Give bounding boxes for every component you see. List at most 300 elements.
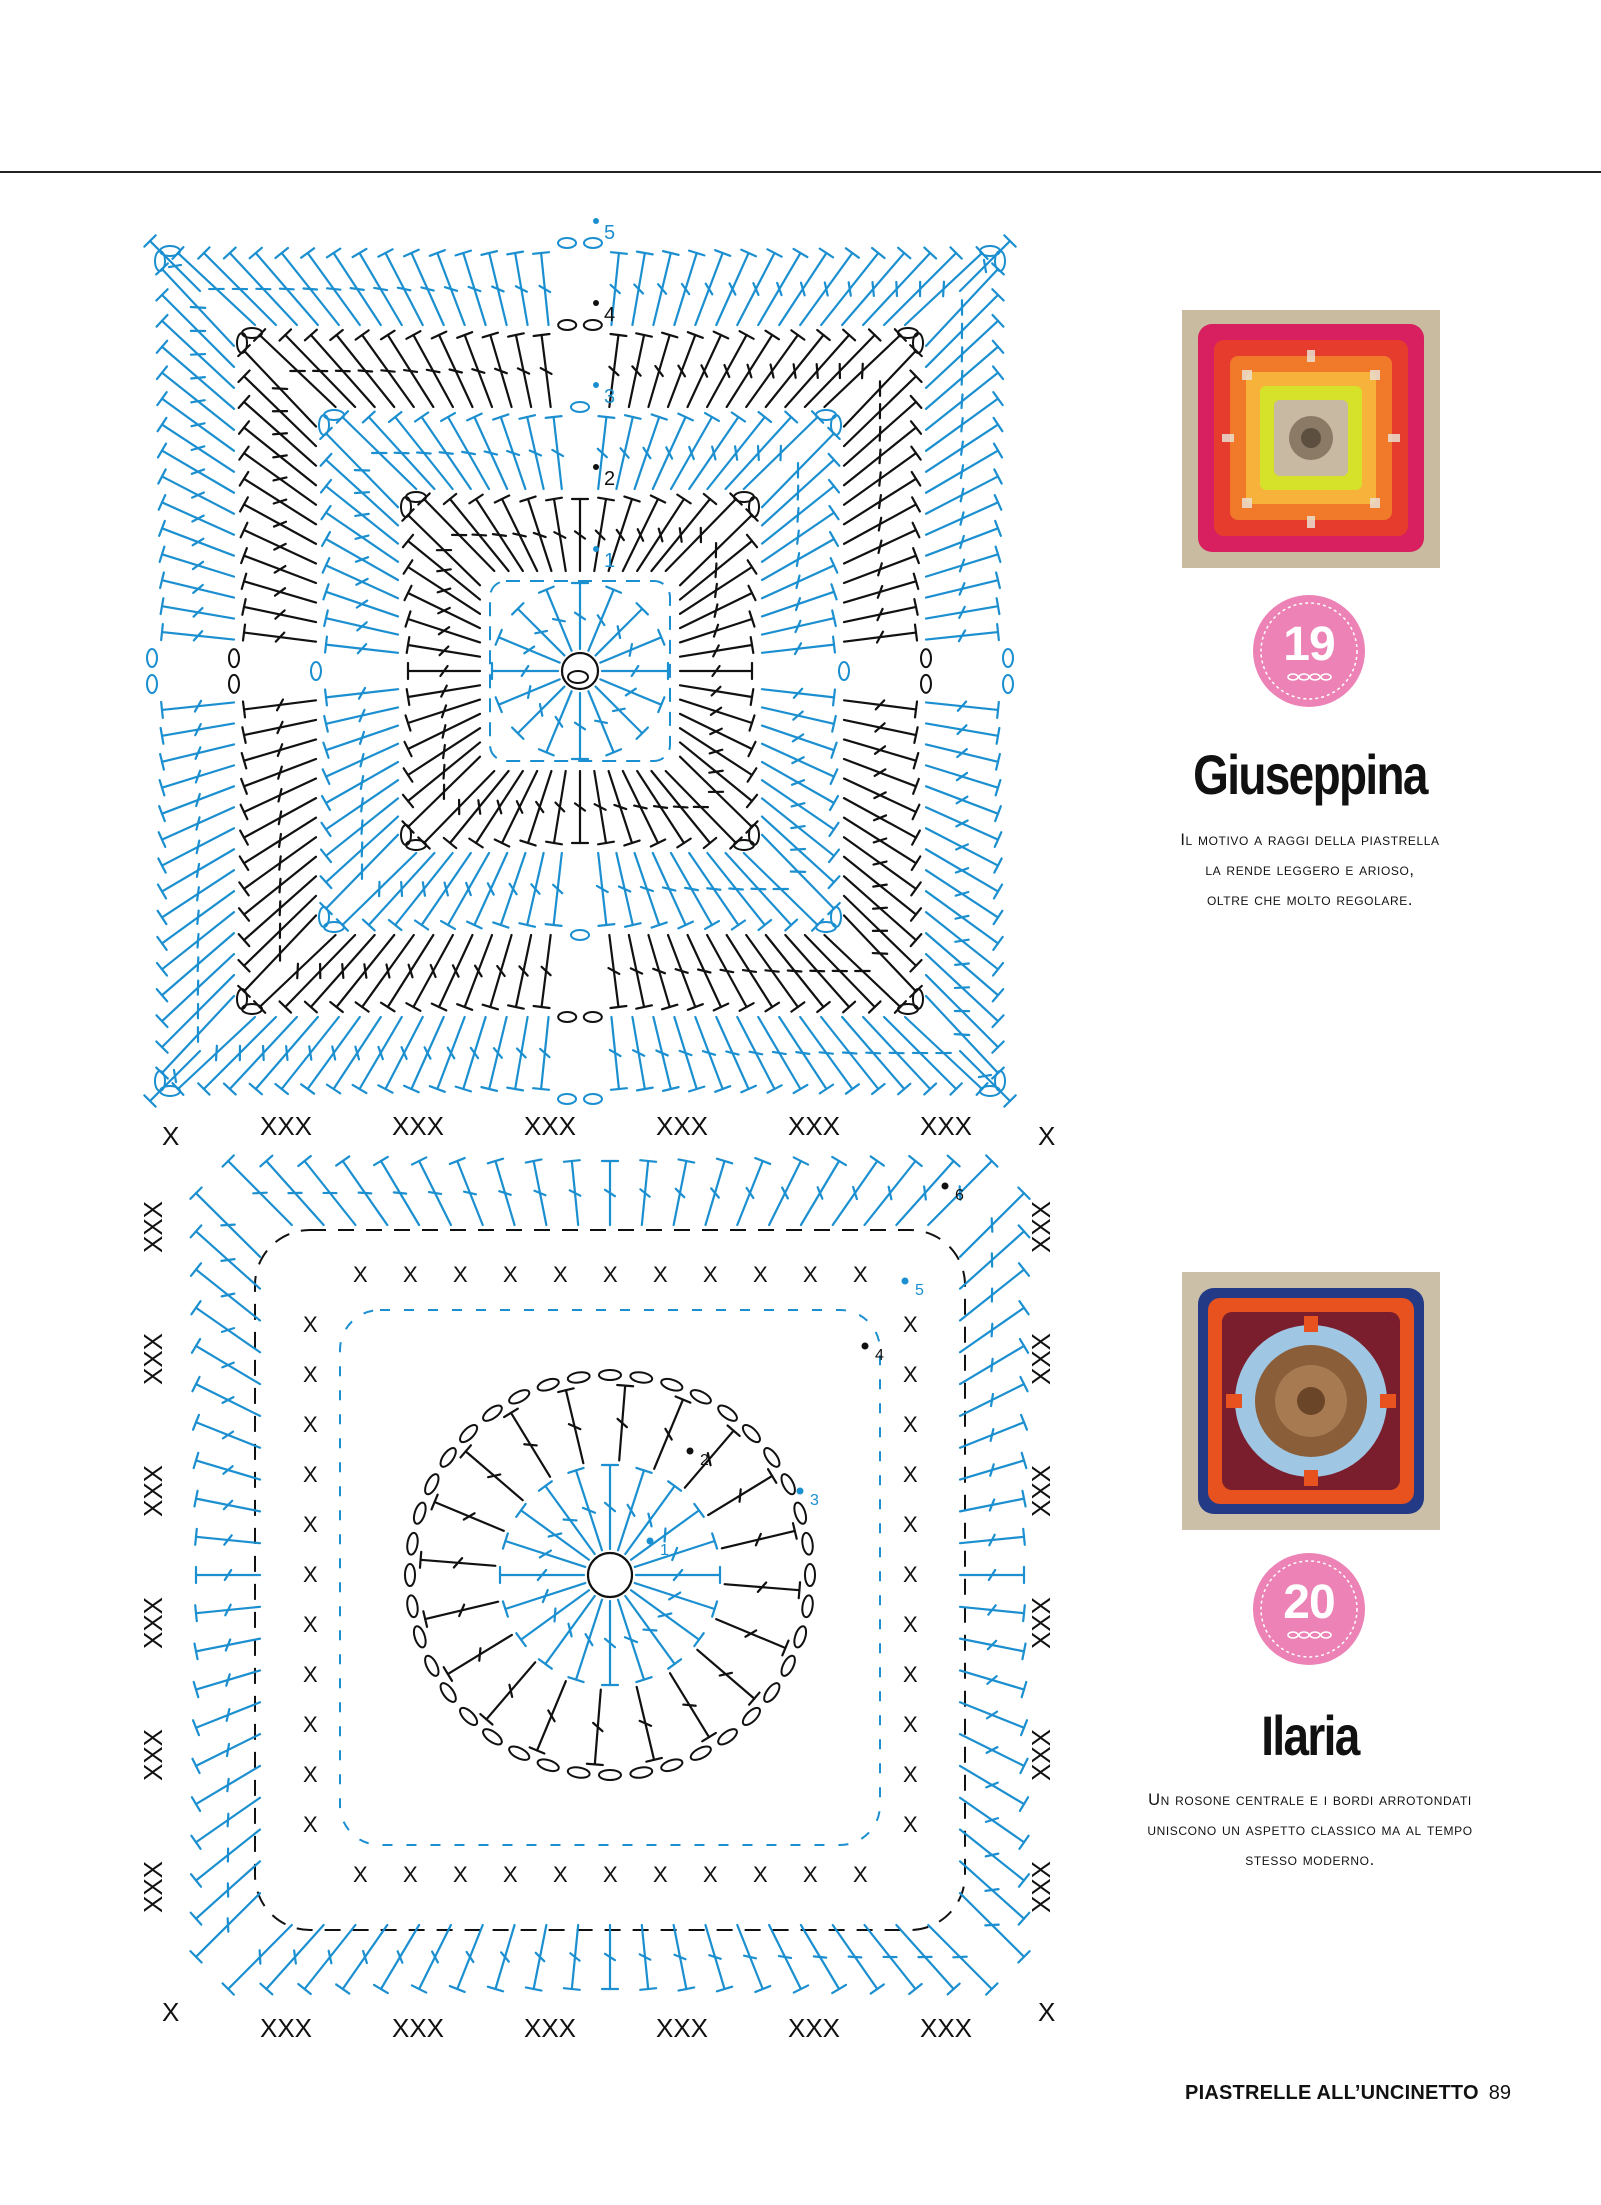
stitch-symbol — [336, 1925, 387, 1994]
round-start-dot — [593, 464, 599, 470]
stitch-symbol — [568, 1468, 602, 1550]
stitch-symbol — [172, 1017, 254, 1095]
stitch-symbol — [722, 1523, 797, 1548]
stitch-symbol — [608, 935, 626, 1008]
stitch-symbol — [378, 249, 422, 325]
stitch-symbol — [844, 759, 919, 794]
tile-photo-art-19 — [1182, 310, 1440, 568]
stitch-symbol — [223, 1155, 292, 1225]
stitch-symbol — [190, 1893, 260, 1962]
stitch-symbol — [960, 1188, 1030, 1257]
round-start-dot — [593, 218, 599, 224]
stitch-symbol — [680, 637, 753, 657]
stitch-symbol — [926, 495, 1001, 535]
stitch-symbol — [926, 572, 1000, 597]
cross-stitch-symbol: X — [603, 1862, 618, 1887]
cross-stitch-symbol: X — [653, 1262, 668, 1287]
stitch-symbol — [762, 637, 835, 654]
cross-stitch-symbol: X — [803, 1262, 818, 1287]
stitch-symbol — [588, 691, 621, 755]
round-start-dot — [593, 546, 599, 552]
chain-symbol — [229, 675, 239, 693]
stitch-symbol — [519, 853, 543, 927]
edge-stitch-group: XXX — [788, 2013, 841, 2043]
chain-symbol — [147, 675, 157, 693]
stitch-symbol — [381, 331, 433, 407]
edge-stitch-group: XXX — [920, 2013, 973, 2043]
stitch-symbol — [926, 418, 1002, 472]
cross-stitch-symbol: X — [603, 1262, 618, 1287]
edge-stitch-group: XXX — [524, 2013, 577, 2043]
row-label: 4 — [604, 304, 616, 326]
chain-symbol — [921, 649, 931, 667]
chain-symbol — [599, 1770, 621, 1780]
stitch-symbol — [597, 853, 614, 926]
edge-stitch-group: XXX — [1026, 1332, 1056, 1385]
stitch-symbol — [190, 1188, 260, 1257]
stitch-symbol — [534, 334, 552, 407]
edge-stitch-group: XXX — [1026, 1200, 1056, 1253]
stitch-symbol — [195, 1529, 260, 1545]
stitch-symbol — [192, 1377, 260, 1416]
stitch-symbol — [844, 915, 922, 996]
cross-stitch-symbol: X — [703, 1862, 718, 1887]
stitch-symbol — [156, 975, 234, 1053]
stitch-symbol — [194, 1491, 260, 1512]
edge-stitch-group: XXX — [1026, 1860, 1056, 1913]
edge-stitch-group: XXX — [138, 1728, 168, 1781]
round-start-dot — [647, 1538, 654, 1545]
cross-stitch-symbol: X — [503, 1862, 518, 1887]
chain-symbol — [584, 238, 602, 248]
chain-symbol — [898, 328, 918, 338]
stitch-symbol — [407, 637, 480, 657]
stitch-symbol — [960, 1377, 1028, 1416]
stitch-symbol — [457, 935, 492, 1010]
stitch-symbol — [844, 345, 922, 426]
row-label: 3 — [604, 386, 616, 408]
row-label: 1 — [660, 1542, 669, 1559]
chain-symbol — [412, 1501, 428, 1525]
stitch-symbol — [609, 771, 640, 845]
cross-stitch-symbol: X — [903, 1812, 918, 1837]
stitch-symbol — [480, 1662, 535, 1724]
stitch-symbol — [467, 414, 507, 489]
chain-symbol — [921, 675, 931, 693]
stitch-symbol — [769, 1157, 808, 1225]
edge-stitch-group: XXX — [260, 1111, 313, 1141]
cross-stitch-symbol: X — [303, 1312, 318, 1337]
chain-symbol — [740, 1705, 763, 1728]
stitch-symbol — [558, 1388, 583, 1463]
stitch-symbol — [323, 744, 398, 784]
stitch-symbol — [406, 935, 452, 1011]
stitch-symbol — [161, 598, 234, 618]
stitch-symbol — [159, 807, 234, 847]
stitch-symbol — [833, 1156, 884, 1225]
stitch-symbol — [191, 1301, 260, 1352]
stitch-symbol — [450, 1158, 483, 1225]
tile-photo-giuseppina — [1182, 310, 1440, 568]
stitch-symbol — [500, 1567, 584, 1583]
stitch-symbol — [406, 331, 452, 407]
chain-symbol — [805, 1564, 815, 1586]
crochet-chart-giuseppina — [150, 222, 1050, 1125]
stitch-symbol — [481, 251, 506, 325]
stitch-symbol — [960, 1225, 1029, 1288]
chain-symbol — [438, 1681, 459, 1705]
stitch-symbol — [241, 548, 316, 583]
cross-stitch-symbol: X — [303, 1762, 318, 1787]
stitch-symbol — [833, 1925, 884, 1994]
stitch-symbol — [824, 329, 905, 407]
round-start-dot — [593, 382, 599, 388]
stitch-symbol — [193, 1702, 260, 1735]
stitch-symbol — [430, 250, 465, 325]
chain-symbol — [422, 1654, 441, 1678]
cross-stitch-symbol: X — [303, 1812, 318, 1837]
chain-symbol — [779, 1472, 798, 1496]
chain-symbol — [816, 922, 836, 932]
stitch-symbol — [758, 249, 807, 325]
corner-stitch: X — [162, 1997, 180, 2027]
stitch-symbol — [762, 428, 840, 507]
stitch-symbol — [503, 1533, 585, 1567]
corner-stitch: X — [162, 1121, 180, 1151]
stitch-symbol — [539, 587, 572, 651]
stitch-symbol — [685, 1425, 740, 1487]
stitch-symbol — [960, 1051, 1016, 1107]
chain-symbol — [558, 1012, 576, 1022]
stitch-symbol — [926, 723, 999, 743]
stitch-symbol — [594, 771, 614, 844]
description-line: Il motivo a raggi della piastrella — [1180, 831, 1440, 849]
edge-stitch-group: XXX — [788, 1111, 841, 1141]
stitch-symbol — [493, 853, 525, 928]
chain-symbol — [571, 930, 589, 940]
chain-symbol — [792, 1501, 808, 1525]
stitch-symbol — [572, 693, 588, 759]
cross-stitch-symbol: X — [553, 1862, 568, 1887]
stitch-symbol — [254, 935, 335, 1013]
pattern-number: 19 — [1283, 618, 1335, 671]
cross-stitch-symbol: X — [903, 1412, 918, 1437]
stitch-symbol — [636, 1567, 720, 1583]
stitch-symbol — [602, 663, 668, 679]
stitch-symbol — [602, 1601, 618, 1685]
cross-stitch-symbol: X — [753, 1262, 768, 1287]
stitch-symbol — [960, 1798, 1029, 1849]
stitch-symbol — [158, 444, 234, 493]
cross-stitch-symbol: X — [403, 1262, 418, 1287]
stitch-symbol — [144, 1051, 200, 1107]
description-line: la rende leggero e arioso, — [1205, 861, 1415, 879]
stitch-symbol — [320, 835, 398, 914]
stitch-symbol — [161, 723, 234, 743]
cross-stitch-symbol: X — [903, 1512, 918, 1537]
stitch-symbol — [488, 1925, 515, 1991]
stitch-symbol — [705, 1925, 732, 1991]
stitch-symbol — [503, 1583, 585, 1617]
stitch-symbol — [587, 1690, 603, 1765]
row-label: 3 — [810, 1492, 819, 1509]
stitch-symbol — [844, 720, 918, 743]
chain-symbol — [584, 1094, 602, 1104]
cross-stitch-symbol: X — [303, 1662, 318, 1687]
row-label: 6 — [955, 1187, 964, 1204]
stitch-symbol — [242, 720, 316, 743]
stitch-symbol — [568, 1600, 602, 1682]
stitch-symbol — [238, 915, 316, 996]
stitch-symbol — [697, 1650, 759, 1705]
stitch-symbol — [707, 935, 753, 1011]
stitch-symbol — [762, 454, 839, 526]
stitch-symbol — [457, 332, 492, 407]
stitch-symbol — [896, 1156, 959, 1225]
cross-stitch-symbol: X — [903, 1462, 918, 1487]
stitch-symbol — [324, 610, 398, 634]
cross-stitch-symbol: X — [853, 1862, 868, 1887]
stitch-symbol — [926, 521, 1001, 556]
edge-stitch-group: XXX — [138, 1332, 168, 1385]
stitch-symbol — [161, 624, 234, 640]
description-line: uniscono un aspetto classico ma al tempo — [1147, 1821, 1473, 1839]
stitch-symbol — [716, 250, 756, 325]
corner-stitch: X — [1038, 1997, 1056, 2027]
stitch-symbol — [671, 853, 719, 929]
chain-symbol — [792, 1625, 808, 1649]
stitch-symbol — [191, 1798, 260, 1849]
stitch-symbol — [674, 1925, 695, 1991]
stitch-symbol — [844, 700, 917, 717]
stitch-symbol — [707, 331, 753, 407]
stitch-symbol — [450, 1925, 483, 1992]
stitch-symbol — [420, 1552, 495, 1568]
stitch-symbol — [572, 499, 588, 571]
chain-symbol — [481, 1403, 505, 1424]
chain-symbol — [689, 1744, 713, 1763]
round-outline — [255, 1230, 965, 1930]
stitch-symbol — [407, 685, 480, 705]
stitch-symbol — [412, 1925, 451, 1993]
cross-stitch-symbol: X — [903, 1362, 918, 1387]
chain-symbol — [507, 1744, 531, 1763]
stitch-symbol — [632, 252, 652, 325]
stitch-symbol — [668, 935, 703, 1010]
stitch-symbol — [600, 679, 664, 712]
stitch-symbol — [896, 1925, 959, 1994]
stitch-symbol — [223, 1925, 292, 1995]
stitch-symbol — [467, 853, 507, 928]
stitch-symbol — [520, 497, 551, 571]
stitch-symbol — [533, 252, 550, 325]
chain-symbol — [536, 1757, 560, 1773]
round-start-dot — [862, 1343, 869, 1350]
round-start-dot — [797, 1488, 804, 1495]
stitch-symbol — [240, 818, 316, 870]
stitch-symbol — [960, 1301, 1029, 1352]
edge-stitch-group: XXX — [1026, 1464, 1056, 1517]
stitch-symbol — [926, 289, 1004, 367]
edge-stitch-group: XXX — [392, 2013, 445, 2043]
stitch-symbol — [653, 414, 693, 489]
center-ring — [588, 1553, 632, 1597]
stitch-symbol — [243, 699, 316, 717]
chain-symbol — [229, 649, 239, 667]
stitch-symbol — [769, 1925, 808, 1993]
stitch-symbol — [844, 798, 920, 844]
chain-symbol — [536, 1377, 560, 1393]
stitch-symbol — [635, 853, 667, 928]
cross-stitch-symbol: X — [303, 1362, 318, 1387]
edge-stitch-group: XXX — [392, 1111, 445, 1141]
chain-symbol — [481, 1726, 505, 1747]
cross-stitch-symbol: X — [553, 1262, 568, 1287]
stitch-symbol — [242, 599, 316, 622]
stitch-symbol — [653, 853, 693, 928]
stitch-symbol — [926, 786, 1001, 821]
stitch-symbol — [708, 1469, 776, 1515]
stitch-symbol — [546, 498, 566, 571]
cross-stitch-symbol: X — [303, 1462, 318, 1487]
stitch-symbol — [353, 1017, 402, 1093]
stitch-symbol — [337, 411, 416, 489]
stitch-symbol — [159, 786, 234, 821]
stitch-symbol — [144, 235, 200, 291]
stitch-symbol — [960, 235, 1016, 291]
tile-photo-art-20 — [1182, 1272, 1440, 1530]
chain-symbol — [716, 1726, 740, 1747]
stitch-symbol — [243, 625, 316, 642]
chain-symbol — [406, 1595, 419, 1618]
stitch-symbol — [321, 817, 398, 889]
stitch-symbol — [960, 1453, 1026, 1480]
stitch-symbol — [926, 744, 1000, 769]
row-label: 2 — [700, 1452, 709, 1469]
stitch-symbol — [824, 935, 905, 1013]
stitch-symbol — [158, 849, 234, 898]
stitch-symbol — [192, 1734, 260, 1773]
stitch-symbol — [960, 1415, 1027, 1448]
stitch-symbol — [926, 849, 1002, 898]
cross-stitch-symbol: X — [353, 1862, 368, 1887]
stitch-symbol — [254, 329, 335, 407]
stitch-symbol — [160, 744, 234, 769]
chain-symbol — [801, 1595, 814, 1618]
cross-stitch-symbol: X — [303, 1562, 318, 1587]
edge-stitch-group: XXX — [1026, 1728, 1056, 1781]
stitch-symbol — [507, 1017, 527, 1090]
stitch-symbol — [610, 1017, 627, 1090]
stitch-symbol — [363, 412, 435, 489]
stitch-symbol — [737, 249, 781, 325]
stitch-symbol — [526, 1159, 547, 1225]
stitch-symbol — [680, 685, 753, 705]
cross-stitch-symbol: X — [303, 1712, 318, 1737]
chain-symbol — [584, 320, 602, 330]
stitch-symbol — [539, 691, 572, 755]
chain-symbol — [599, 1370, 621, 1380]
round-outline — [340, 1310, 880, 1845]
stitch-symbol — [198, 247, 276, 325]
cross-stitch-symbol: X — [303, 1612, 318, 1637]
chain-symbol — [406, 492, 426, 502]
stitch-symbol — [240, 798, 316, 844]
stitch-symbol — [431, 1495, 503, 1531]
stitch-symbol — [680, 611, 754, 642]
chain-symbol — [816, 410, 836, 420]
description-line: Un rosone centrale e i bordi arrotondati — [1148, 1791, 1472, 1809]
stitch-symbol — [884, 1017, 962, 1095]
stitch-symbol — [725, 1582, 800, 1598]
stitch-symbol — [844, 523, 919, 564]
chain-symbol — [734, 840, 754, 850]
stitch-symbol — [668, 332, 703, 407]
stitch-symbol — [196, 1567, 260, 1583]
stitch-symbol — [512, 687, 564, 739]
stitch-symbol — [546, 771, 566, 844]
chain-symbol — [1003, 649, 1013, 667]
chain-symbol — [630, 1371, 653, 1384]
stitch-symbol — [960, 1639, 1026, 1660]
stitch-symbol — [158, 828, 234, 872]
stitch-symbol — [238, 345, 316, 426]
stitch-symbol — [496, 679, 560, 712]
stitch-symbol — [727, 935, 779, 1011]
stitch-symbol — [705, 1159, 732, 1225]
stitch-symbol — [596, 603, 648, 655]
stitch-symbol — [488, 1159, 515, 1225]
stitch-symbol — [588, 587, 621, 651]
stitch-symbol — [194, 1639, 260, 1660]
stitch-symbol — [406, 611, 480, 642]
stitch-symbol — [688, 332, 729, 407]
stitch-symbol — [195, 1605, 260, 1621]
stitch-symbol — [762, 558, 837, 598]
cross-stitch-symbol: X — [453, 1862, 468, 1887]
stitch-symbol — [671, 413, 719, 489]
stitch-symbol — [926, 996, 1004, 1078]
stitch-symbol — [533, 1017, 549, 1090]
row-label: 5 — [915, 1282, 924, 1299]
edge-stitch-group: XXX — [138, 1596, 168, 1649]
stitch-symbol — [378, 1017, 422, 1093]
stitch-symbol — [726, 853, 798, 930]
stitch-symbol — [526, 1925, 547, 1991]
stitch-symbol — [324, 707, 398, 731]
stitch-symbol — [926, 469, 1002, 513]
running-title: PIASTRELLE ALL’UNCINETTO — [1185, 2082, 1479, 2104]
stitch-symbol — [762, 584, 837, 616]
chain-symbol — [242, 1004, 262, 1014]
stitch-symbol — [412, 1157, 451, 1225]
stitch-symbol — [322, 532, 398, 580]
stitch-symbol — [423, 1602, 498, 1627]
chain-symbol — [242, 328, 262, 338]
stitch-symbol — [654, 1396, 690, 1468]
stitch-symbol — [534, 935, 551, 1008]
edge-stitch-group: XXX — [656, 1111, 709, 1141]
stitch-symbol — [320, 428, 398, 507]
chain-symbol — [779, 1654, 798, 1678]
cross-stitch-symbol: X — [903, 1762, 918, 1787]
stitch-symbol — [260, 1925, 323, 1994]
cross-stitch-symbol: X — [453, 1262, 468, 1287]
pattern-title: Ilaria — [1261, 1704, 1359, 1767]
stitch-symbol — [758, 1017, 807, 1093]
stitch-symbol — [432, 332, 473, 407]
stitch-symbol — [762, 689, 835, 706]
